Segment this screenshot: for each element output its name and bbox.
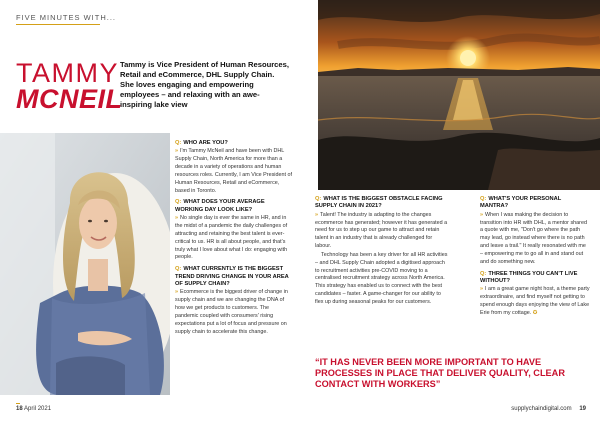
question: [175, 140, 293, 147]
lake-sunset-photo: [318, 0, 600, 190]
question: [315, 196, 449, 211]
a-mark: »: [175, 215, 178, 222]
answer-text: I am a great game night host, a theme party extraordinaire, and find myself not getting to spend enough days enjoying the view of Lake Erie from my cottage.: [480, 286, 590, 316]
answer-text: No single day is ever the same in HR, and in the midst of a pandemic the daily challenges of attracting and retaining the best talent is ever-critical to us. HR is all about people, and that's truly what I love about what I do: engaging with people.: [175, 215, 288, 261]
question-text: WHAT IS THE BIGGEST OBSTACLE FACING SUPPLY CHAIN IN 2021?: [315, 196, 443, 210]
a-mark: »: [480, 211, 483, 218]
answer: [480, 212, 590, 267]
end-mark-icon: ✪: [532, 309, 538, 316]
question-text: WHAT'S YOUR PERSONAL MANTRA?: [480, 196, 562, 210]
profile-intro: Tammy is Vice President of Human Resources, Retail and eCommerce, DHL Supply Chain. She loves engaging and empowering employees – and relaxing with an awe-inspiring lake view: [120, 60, 289, 110]
qa-column-1: [175, 136, 293, 336]
left-folio: [16, 406, 51, 412]
answer-text: I'm Tammy McNeil and have been with DHL Supply Chain, North America for more than a decade in a variety of operations and human resources roles. Currently, I am Vice President of Human Resources, Retail and eCommerce, based in Toronto.: [175, 148, 292, 194]
a-mark: »: [480, 286, 483, 293]
right-page-number: 19: [579, 406, 586, 412]
site-url: supplychaindigital.com: [511, 406, 572, 412]
answer-text: Ecommerce is the biggest driver of change in supply chain and we are changing the DNA of how we get products to customers. The pandemic coupled with consumers' rising expectations put a lot of focus and pressure on supply chain to accelerate this change.: [175, 289, 288, 335]
answer-text: Talent! The industry is adapting to the changes ecommerce has generated; however it has generated a need for us to step up our game to attract and retain talent in an industry that is already challenged for labour.: [315, 211, 448, 250]
q-mark: Q:: [315, 196, 322, 202]
a-mark: »: [175, 289, 178, 296]
profile-last-name: MCNEIL: [16, 84, 123, 114]
kicker-rule: [16, 24, 100, 25]
question-text: THREE THINGS YOU CAN'T LIVE WITHOUT?: [480, 270, 578, 285]
right-folio: [511, 406, 586, 412]
q-mark: Q:: [175, 199, 182, 206]
answer-text: When I was making the decision to transition into HR with DHL, a mentor shared a quote with me, "Don't go where the path may lead, go instead where there is no path and leave a trail." It really resonated with me – empowering me to go all in and stand out and do something new.: [480, 211, 587, 265]
a-mark: »: [315, 211, 318, 218]
question-text: WHAT DOES YOUR AVERAGE WORKING DAY LOOK LIKE?: [175, 199, 265, 213]
left-page-number: 18: [16, 406, 23, 412]
issue-date: April 2021: [24, 406, 52, 412]
q-mark: Q:: [480, 270, 487, 277]
question: [175, 199, 293, 214]
answer: [175, 289, 293, 336]
q-mark: Q:: [175, 266, 182, 273]
question: [480, 271, 590, 286]
question: [480, 196, 590, 211]
q-mark: Q:: [480, 196, 487, 202]
answer: [315, 212, 449, 251]
a-mark: »: [175, 148, 178, 155]
portrait-photo: [0, 133, 170, 395]
answer: [175, 215, 293, 262]
section-kicker: FIVE MINUTES WITH...: [16, 13, 116, 22]
question-text: WHAT CURRENTLY IS THE BIGGEST TREND DRIVING CHANGE IN YOUR AREA OF SUPPLY CHAIN?: [175, 266, 289, 287]
qa-column-2: [315, 192, 449, 307]
answer-paragraph: Technology has been a key driver for all HR activities – and DHL Supply Chain adopted a digitised approach to recruitment activities pre-COVID moving to a centralised recruitment strategy across North America. This strategy has enabled us to connect with the best candidates – faster. A game-changer for our ability to flex up during seasonal peaks for our customers.: [315, 251, 448, 305]
folio-rule: [16, 403, 20, 404]
answer: [480, 286, 590, 317]
question: [175, 266, 293, 288]
question-text: WHO ARE YOU?: [183, 140, 228, 146]
right-page: [300, 0, 600, 424]
q-mark: Q:: [175, 140, 182, 146]
pull-quote: “IT HAS NEVER BEEN MORE IMPORTANT TO HAVE PROCESSES IN PLACE THAT DELIVER QUALITY, CLEAR CONTACT WITH WORKERS”: [315, 357, 565, 390]
profile-first-name: TAMMY: [16, 58, 119, 88]
answer: [175, 148, 293, 195]
qa-column-3: [480, 192, 590, 318]
